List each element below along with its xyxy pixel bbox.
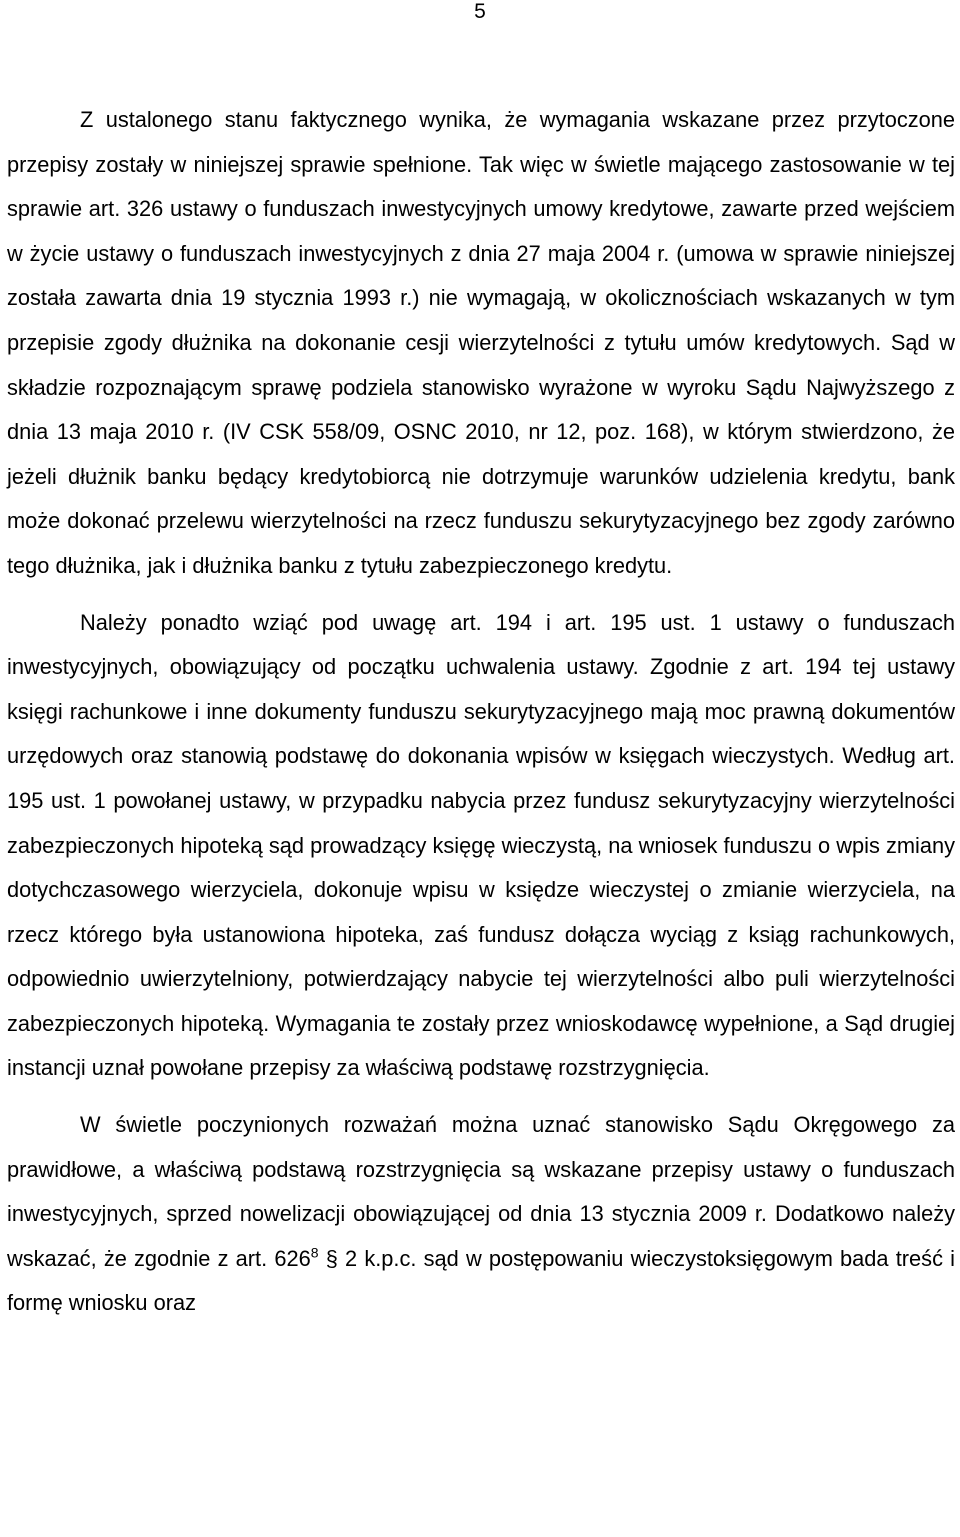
paragraph-3-text: W świetle poczynionych rozważań można uznać stanowisko Sądu Okręgowego za prawidłowe, a właściwą podstawą rozstrzygnięcia są wskazane przepisy ustawy o funduszach inwestycyjnych, sprzed nowelizacji obowiązującej od dnia 13 stycznia 2009 r. Dodatkowo należy wskazać, że zgodnie z art. 626 [7, 1112, 955, 1271]
page-number: 5 [474, 0, 486, 23]
paragraph-3 [7, 1103, 955, 1326]
paragraph-3-text-cont: § 2 k.p.c. sąd w postępowaniu wieczystoksięgowym bada treść i formę wniosku oraz [7, 1245, 955, 1316]
paragraph-1: Z ustalonego stanu faktycznego wynika, że wymagania wskazane przez przytoczone przepisy zostały w niniejszej sprawie spełnione. Tak więc w świetle mającego zastosowanie w tej sprawie art. 326 ustawy o funduszach inwestycyjnych umowy kredytowe, zawarte przed wejściem w życie ustawy o funduszach inwestycyjnych z dnia 27 maja 2004 r. (umowa w sprawie niniejszej została zawarta dnia 19 stycznia 1993 r.) nie wymagają, w okolicznościach wskazanych w tym przepisie zgody dłużnika na dokonanie cesji wierzytelności z tytułu umów kredytowych. Sąd w składzie rozpoznającym sprawę podziela stanowisko wyrażone w wyroku Sądu Najwyższego z dnia 13 maja 2010 r. (IV CSK 558/09, OSNC 2010, nr 12, poz. 168), w którym stwierdzono, że jeżeli dłużnik banku będący kredytobiorcą nie dotrzymuje warunków udzielenia kredytu, bank może dokonać przelewu wierzytelności na rzecz funduszu sekurytyzacyjnego bez zgody zarówno tego dłużnika, jak i dłużnika banku z tytułu zabezpieczonego kredytu. [7, 107, 955, 578]
paragraph-2: Należy ponadto wziąć pod uwagę art. 194 i art. 195 ust. 1 ustawy o funduszach inwestycyjnych, obowiązujący od początku uchwalenia ustawy. Zgodnie z art. 194 tej ustawy księgi rachunkowe i inne dokumenty funduszu sekurytyzacyjnego mają moc prawną dokumentów urzędowych oraz stanowią podstawę do dokonania wpisów w księgach wieczystych. Według art. 195 ust. 1 powołanej ustawy, w przypadku nabycia przez fundusz sekurytyzacyjny wierzytelności zabezpieczonych hipoteką sąd prowadzący księgę wieczystą, na wniosek funduszu o wpis zmiany dotychczasowego wierzyciela, dokonuje wpisu w księdze wieczystej o zmianie wierzyciela, na rzecz którego była ustanowiona hipoteka, zaś fundusz dołącza wyciąg z ksiąg rachunkowych, odpowiednio uwierzytelniony, potwierdzający nabycie tej wierzytelności albo puli wierzytelności zabezpieczonych hipoteką. Wymagania te zostały przez wnioskodawcę wypełnione, a Sąd drugiej instancji uznał powołane przepisy za właściwą podstawę rozstrzygnięcia. [7, 609, 955, 1081]
document-body [7, 98, 955, 1326]
superscript: 8 [310, 1244, 319, 1261]
